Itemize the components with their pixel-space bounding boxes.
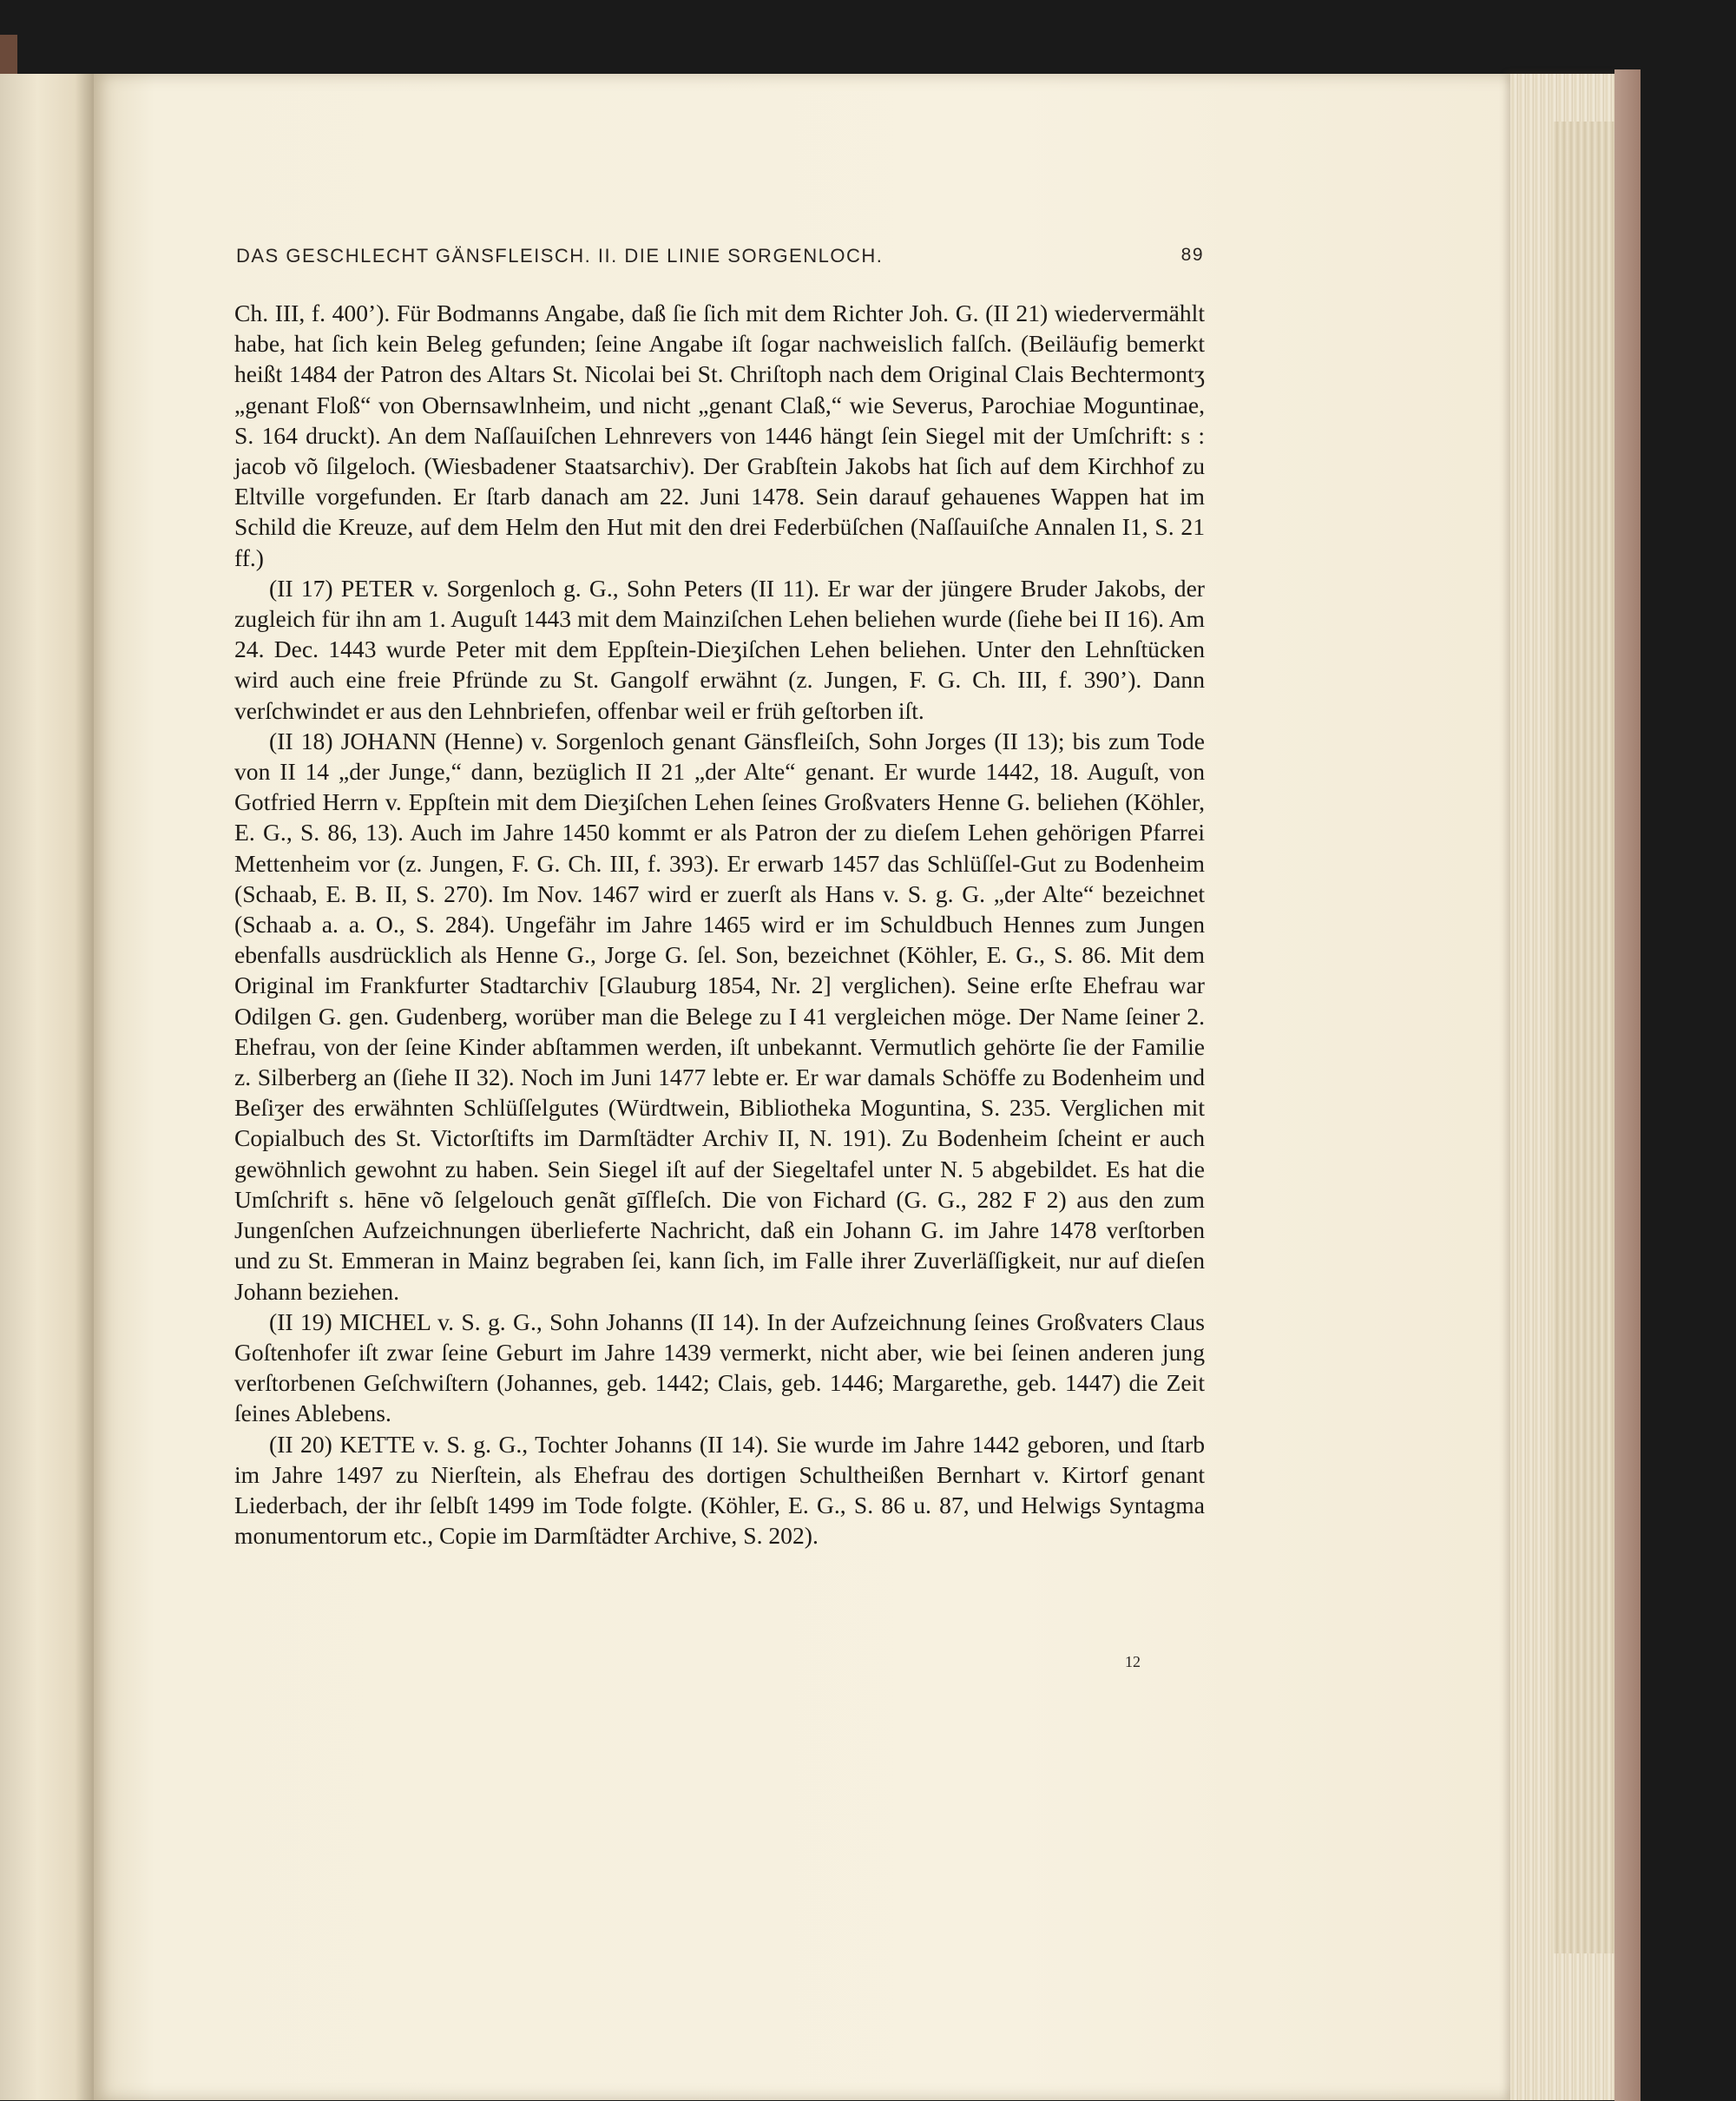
paragraph-continuation: Ch. III, f. 400’). Für Bodmanns Angabe, daß ſie ſich mit dem Richter Joh. G. (II 21) wiedervermählt habe, hat ſich kein Beleg gefunden; ſeine Angabe iſt ſogar nachweislich falſch. (Beiläufig bemerkt heißt 1484 der Patron des Altars St. Nicolai bei St. Chriſtoph nach dem Original Clais Bechtermontʒ „genant Floß“ von Obernsawlnheim, und nicht „genant Claß,“ wie Severus, Parochiae Moguntinae, S. 164 druckt). An dem Naſſauiſchen Lehnrevers von 1446 hängt ſein Siegel mit der Umſchrift: s : jacob võ ſilgeloch. (Wiesbadener Staatsarchiv). Der Grabſtein Jakobs hat ſich auf dem Kirchhof zu Eltville vorgefunden. Er ſtarb danach am 22. Juni 1478. Sein darauf gehauenes Wappen hat im Schild die Kreuze, auf dem Helm den Hut mit den drei Federbüſchen (Naſſauiſche Annalen I1, S. 21 ff.): [234, 300, 1205, 571]
paragraph-kette: (II 20) KETTE v. S. g. G., Tochter Johanns (II 14). Sie wurde im Jahre 1442 geboren, und ſtarb im Jahre 1497 zu Nierſtein, als Ehefrau des dortigen Schultheißen Bernhart v. Kirtorf genant Liederbach, der ihr ſelbſt 1499 im Tode folgte. (Köhler, E. G., S. 86 u. 87, und Helwigs Syntagma monumentorum etc., Copie im Darmſtädter Archive, S. 202).: [234, 1430, 1205, 1550]
paragraph-michel: (II 19) MICHEL v. S. g. G., Sohn Johanns (II 14). In der Aufzeichnung ſeines Großvaters Claus Goſtenhofer iſt zwar ſeine Geburt im Jahre 1439 vermerkt, nicht aber, wie bei ſeinen anderen jung verſtorbenen Geſchwiſtern (Johannes, geb. 1442; Clais, geb. 1446; Margarethe, geb. 1447) die Zeit ſeines Ablebens.: [234, 1307, 1205, 1427]
running-head-title: DAS GESCHLECHT GÄNSFLEISCH. II. DIE LINIE SORGENLOCH.: [236, 245, 884, 267]
paragraph-peter: (II 17) PETER v. Sorgenloch g. G., Sohn Peters (II 11). Er war der jüngere Bruder Jakobs, der zugleich für ihn am 1. Auguſt 1443 mit dem Mainziſchen Lehen beliehen wurde (ſiehe bei II 16). Am 24. Dec. 1443 wurde Peter mit dem Eppſtein-Dieʒiſchen Lehen beliehen. Unter den Lehnſtücken wird auch eine freie Pfründe zu St. Gangolf erwähnt (z. Jungen, F. G. Ch. III, f. 390’). Dann verſchwindet er aus den Lehnbriefen, offenbar weil er früh geſtorben iſt.: [234, 574, 1205, 724]
page-edges-deckle: [1554, 122, 1614, 1953]
book-cover-edge: [1614, 69, 1641, 2101]
body-text: [234, 298, 1205, 1551]
paragraph-johann: (II 18) JOHANN (Henne) v. Sorgenloch genant Gänsfleiſch, Sohn Jorges (II 13); bis zum Tode von II 14 „der Junge,“ dann, bezüglich II 21 „der Alte“ genant. Er wurde 1442, 18. Auguſt, von Gotfried Herrn v. Eppſtein mit dem Dieʒiſchen Lehen ſeines Großvaters Henne G. beliehen (Köhler, E. G., S. 86, 13). Auch im Jahre 1450 kommt er als Patron der zu dieſem Lehen gehörigen Pfarrei Mettenheim vor (z. Jungen, F. G. Ch. III, f. 393). Er erwarb 1457 das Schlüſſel-Gut zu Bodenheim (Schaab, E. B. II, S. 270). Im Nov. 1467 wird er zuerſt als Hans v. S. g. G. „der Alte“ bezeichnet (Schaab a. a. O., S. 284). Ungefähr im Jahre 1465 wird er im Schuldbuch Hennes zum Jungen ebenfalls ausdrücklich als Henne G., Jorge G. ſel. Son, bezeichnet (Köhler, E. G., S. 86. Mit dem Original im Frankfurter Stadtarchiv [Glauburg 1854, Nr. 2] verglichen). Seine erſte Ehefrau war Odilgen G. gen. Gudenberg, worüber man die Belege zu I 41 vergleichen möge. Der Name ſeiner 2. Ehefrau, von der ſeine Kinder abſtammen werden, iſt unbekannt. Vermutlich gehörte ſie der Familie z. Silberberg an (ſiehe II 32). Noch im Juni 1477 lebte er. Er war damals Schöffe zu Bodenheim und Beſiʒer des erwähnten Schlüſſelgutes (Würdtwein, Bibliotheka Moguntina, S. 235. Verglichen mit Copialbuch des St. Victorſtifts im Darmſtädter Archiv II, N. 191). Zu Bodenheim ſcheint er auch gewöhnlich gewohnt zu haben. Sein Siegel iſt auf der Siegeltafel unter N. 5 abgebildet. Es hat die Umſchrift s. hēne võ ſelgelouch genãt gīſfleſch. Die von Fichard (G. G., 282 F 2) aus den zum Jungenſchen Aufzeichnungen überlieferte Nachricht, daß ein Johann G. im Jahre 1478 verſtorben und zu St. Emmeran in Mainz begraben ſei, kann ſich, im Falle ihrer Zuverläſſigkeit, nur auf dieſen Johann beziehen.: [234, 727, 1205, 1305]
left-page-edge: [0, 74, 94, 2100]
page-number: 89: [1180, 245, 1204, 265]
signature-mark: 12: [1125, 1653, 1141, 1670]
running-head: [236, 245, 1204, 271]
